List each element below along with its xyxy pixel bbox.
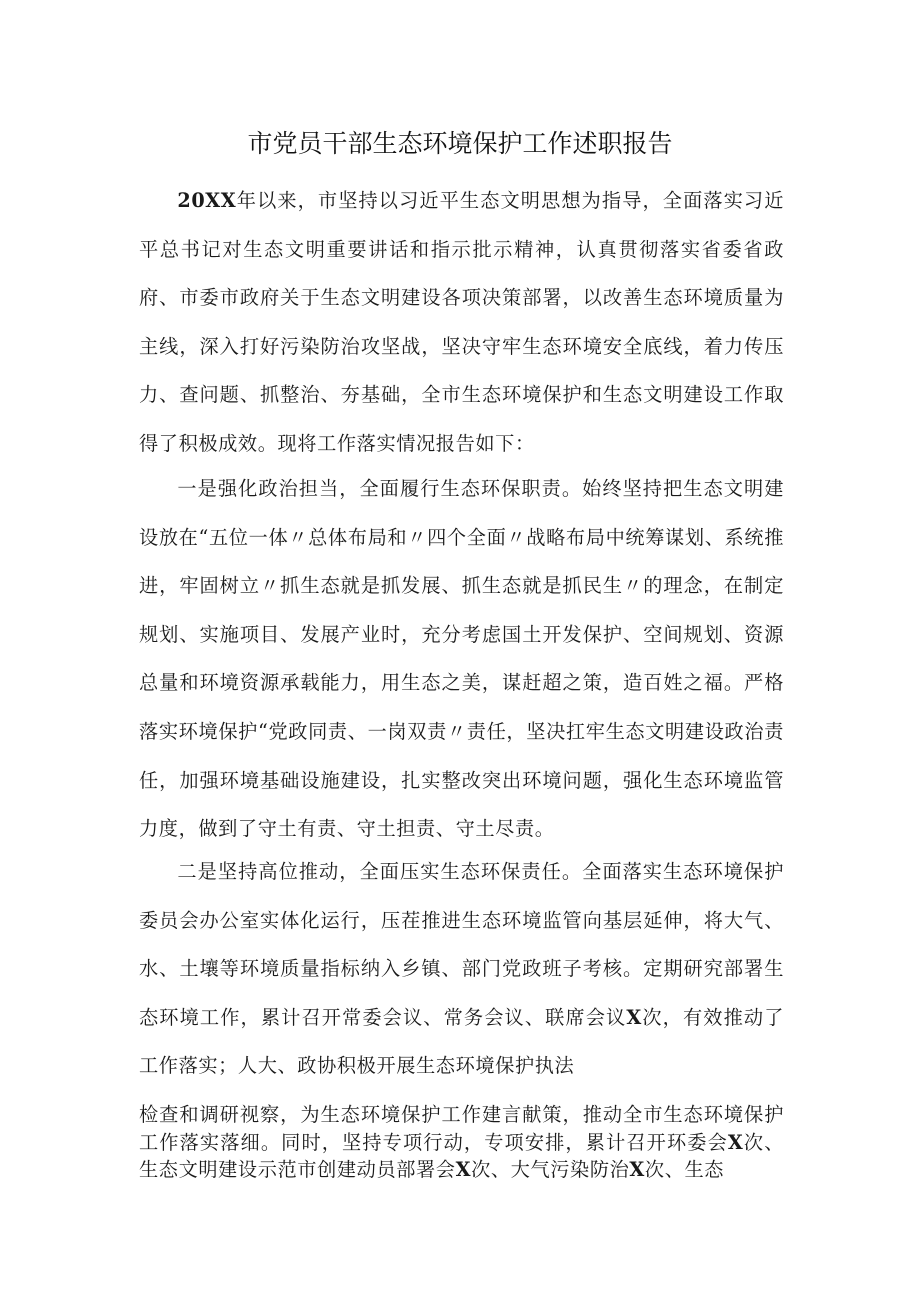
paragraph-high-level-promotion (139, 848, 784, 1091)
paragraph-continuation (139, 1101, 784, 1184)
paragraph-text: 次、大气污染防治 (471, 1158, 630, 1181)
paragraph-text: 检查和调研视察，为生态环境保护工作建言献策，推动全市生态环境保护工作落实落细。同时，坚持专项行动，专项安排，累计召开环委会 (139, 1103, 784, 1154)
paragraph-intro (139, 177, 784, 469)
paragraph-political-responsibility (139, 465, 784, 854)
paragraph-text: 二是坚持高位推动，全面压实生态环保责任。全面落实生态环境保护委员会办公室实体化运行，压茬推进生态环境监管向基层延伸，将大气、水、土壤等环境质量指标纳入乡镇、部门党政班子考核。定期研究部署生态环境工作，累计召开常委会议、常务会议、联席会议 (139, 860, 784, 1029)
count-placeholder: X (629, 1158, 645, 1181)
document-title: 市党员干部生态环境保护工作述职报告 (247, 129, 673, 158)
count-placeholder: X (626, 1005, 642, 1029)
paragraph-text: 次、生态 (644, 1158, 725, 1181)
paragraph-text: 次，有效推动了工作落实；人大、政协积极开展生态环境保护执法 (139, 1005, 785, 1078)
paragraph-text: 次、生态文明建设示范市创建动员部署会 (139, 1130, 785, 1181)
count-placeholder: X (727, 1130, 744, 1154)
year-text: 20XX (177, 189, 237, 212)
paragraph-text: 年以来，市坚持以习近平生态文明思想为指导，全面落实习近平总书记对生态文明重要讲话和指示批示精神，认真贯彻落实省委省政府、市委市政府关于生态文明建设各项决策部署，以改善生态环境质量为主线，深入打好污染防治攻坚战，坚决守牢生态环境安全底线，着力传压力、查问题、抓整治、夯基础，全市生态环境保护和生态文明建设工作取得了积极成效。现将工作落实情况报告如下： (139, 189, 784, 455)
count-placeholder: X (455, 1158, 472, 1181)
paragraph-text: 一是强化政治担当，全面履行生态环保职责。始终坚持把生态文明建设放在“五位一体〃总体布局和〃四个全面〃战略布局中统筹谋划、系统推进，牢固树立〃抓生态就是抓发展、抓生态就是抓民生〃的理念，在制定规划、实施项目、发展产业时，充分考虑国土开发保护、空间规划、资源总量和环境资源承载能力，用生态之美，谋赶超之策，造百姓之福。严格落实环境保护“党政同责、一岗双责〃责任，坚决扛牢生态文明建设政治责任，加强环境基础设施建设，扎实整改突出环境问题，强化生态环境监管力度，做到了守土有责、守土担责、守土尽责。 (139, 477, 784, 841)
